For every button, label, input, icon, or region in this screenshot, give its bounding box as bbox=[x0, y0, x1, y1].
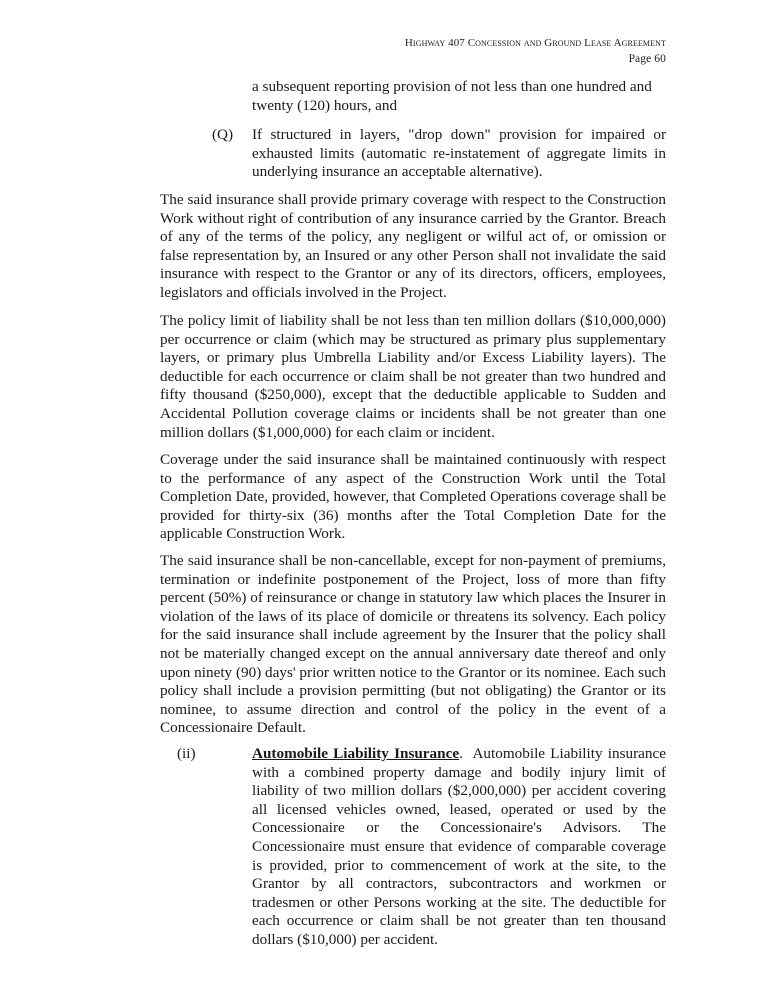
paragraph-non-cancellable: The said insurance shall be non-cancellable, except for non-payment of premiums, termination or indefinite postponement of the Project, loss of more than fifty percent (50%) of reinsurance or change in statutory law which places the Insurer in violation of the laws of its place of domicile or threatens its solvency. Each policy for the said insurance shall include agreement by the Insurer that the policy shall not be materially changed except on the annual anniversary date thereof and only upon ninety (90) days' prior written notice to the Grantor or its nominee. Each such policy shall include a provision permitting (but not obligating) the Grantor or its nominee, to assume direction and control of the policy in the event of a Concessionaire Default. bbox=[160, 552, 666, 737]
item-label: (Q) bbox=[212, 126, 234, 143]
item-text: If structured in layers, "drop down" provision for impaired or exhausted limits (automatic re-instatement of aggregate limits in underlying insurance an acceptable alternative). bbox=[252, 126, 666, 181]
list-item-q bbox=[212, 126, 666, 182]
item-text: Automobile Liability insurance with a combined property damage and bodily injury limit of liability of two million dollars ($2,000,000) per accident covering all licensed vehicles owned, leased, operated or used by the Concessionaire or the Concessionaire's Advisors. The Concessionaire must ensure that evidence of comparable coverage is provided, prior to commencement of work at the site, to the Grantor by all contractors, subcontractors and workmen or tradesmen or other Persons working at the site. The deductible for each occurrence or claim shall be not greater than ten thousand dollars ($10,000) per accident. bbox=[252, 745, 666, 948]
item-body bbox=[252, 745, 666, 950]
heading-period: . bbox=[459, 745, 473, 762]
page-header bbox=[405, 35, 666, 67]
continuation-text: a subsequent reporting provision of not less than one hundred and twenty (120) hours, and bbox=[252, 78, 652, 114]
item-heading: Automobile Liability Insurance bbox=[252, 745, 460, 762]
list-item-ii bbox=[177, 745, 666, 950]
paragraph-policy-limit: The policy limit of liability shall be not less than ten million dollars ($10,000,000) per occurrence or claim (which may be structured as primary plus supplementary layers, or primary plus Umbrella Liability and/or Excess Liability layers). The deductible for each occurrence or claim shall be not greater than two hundred and fifty thousand ($250,000), except that the deductible applicable to Sudden and Accidental Pollution coverage claims or incidents shall be not greater than one million dollars ($1,000,000) for each claim or incident. bbox=[160, 312, 666, 441]
paragraph-primary-coverage: The said insurance shall provide primary coverage with respect to the Construction Work without right of contribution of any insurance carried by the Grantor. Breach of any of the terms of the policy, any negligent or wilful act of, or omission or false representation by, an Insured or any other Person shall not invalidate the said insurance with respect to the Grantor or any of its directors, officers, employees, legislators and officials involved in the Project. bbox=[160, 191, 666, 301]
paragraph-coverage-duration: Coverage under the said insurance shall be maintained continuously with respect to the performance of any aspect of the Construction Work until the Total Completion Date, provided, however, that Completed Operations coverage shall be provided for thirty-six (36) months after the Total Completion Date for the applicable Construction Work. bbox=[160, 451, 666, 543]
item-label: (ii) bbox=[177, 745, 196, 762]
page-number: Page 60 bbox=[628, 53, 666, 65]
document-title: Highway 407 Concession and Ground Lease Agreement bbox=[404, 37, 666, 49]
